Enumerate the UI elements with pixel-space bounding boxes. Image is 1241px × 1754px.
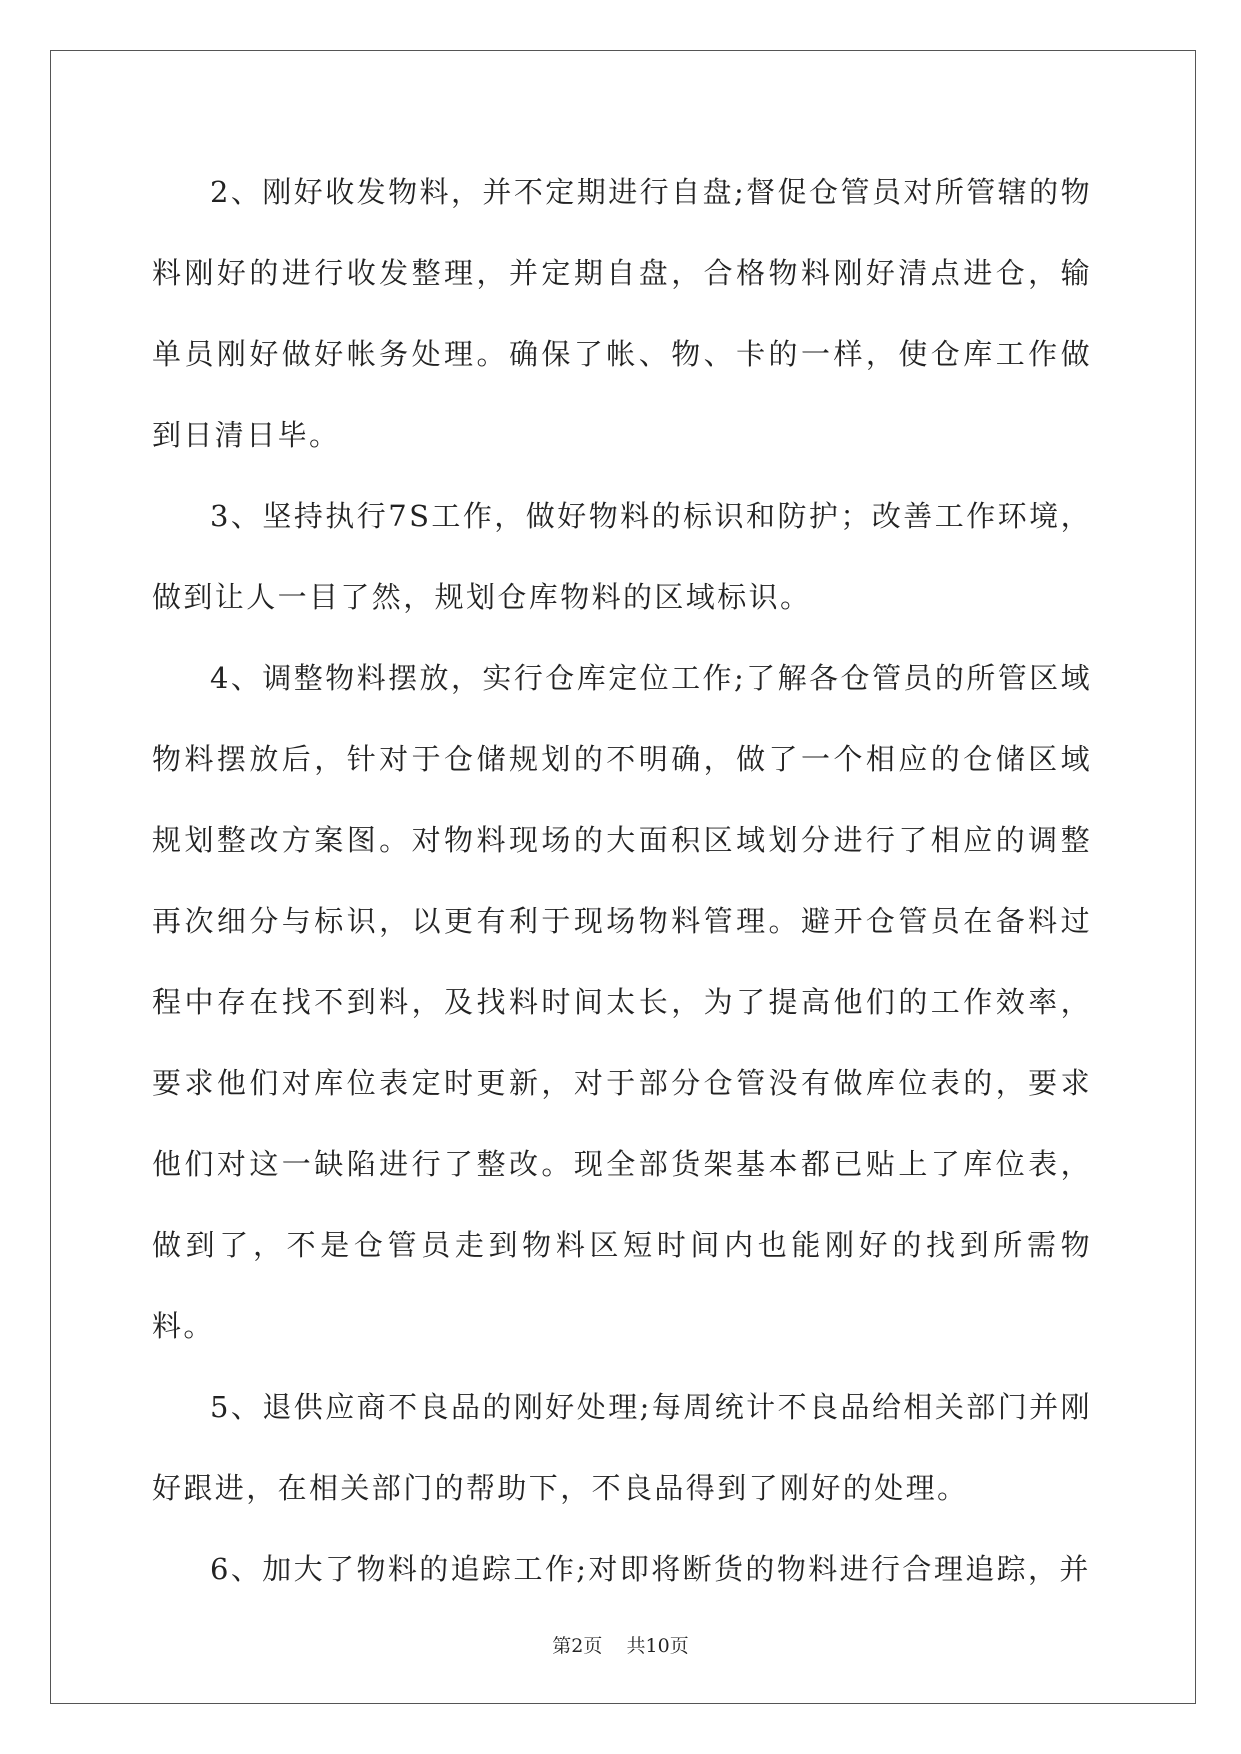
- paragraph-6: 6、加大了物料的追踪工作;对即将断货的物料进行合理追踪，并: [210, 1552, 1091, 1586]
- paragraph-3: 3、坚持执行7S工作，做好物料的标识和防护；改善工作环境，做到让人一目了然，规划仓库物料的区域标识。: [152, 499, 1092, 614]
- paragraph-5: 5、退供应商不良品的刚好处理;每周统计不良品给相关部门并刚好跟进，在相关部门的帮助下，不良品得到了刚好的处理。: [152, 1390, 1092, 1505]
- page-total: 共10页: [626, 1635, 689, 1657]
- paragraph-4: 4、调整物料摆放，实行仓库定位工作;了解各仓管员的所管区域物料摆放后，针对于仓储规划的不明确，做了一个相应的仓储区域规划整改方案图。对物料现场的大面积区域划分进行了相应的调整再次细分与标识，以更有利于现场物料管理。避开仓管员在备料过程中存在找不到料，及找料时间太长，为了提高他们的工作效率，要求他们对库位表定时更新，对于部分仓管没有做库位表的，要求他们对这一缺陷进行了整改。现全部货架基本都已贴上了库位表，做到了，不是仓管员走到物料区短时间内也能刚好的找到所需物料。: [152, 661, 1092, 1343]
- document-body: [152, 152, 1092, 1610]
- page-footer: [0, 1631, 1241, 1658]
- paragraph-2: 2、刚好收发物料，并不定期进行自盘;督促仓管员对所管辖的物料刚好的进行收发整理，并定期自盘，合格物料刚好清点进仓，输单员刚好做好帐务处理。确保了帐、物、卡的一样，使仓库工作做到日清日毕。: [152, 175, 1092, 452]
- page-number: 第2页: [552, 1635, 603, 1657]
